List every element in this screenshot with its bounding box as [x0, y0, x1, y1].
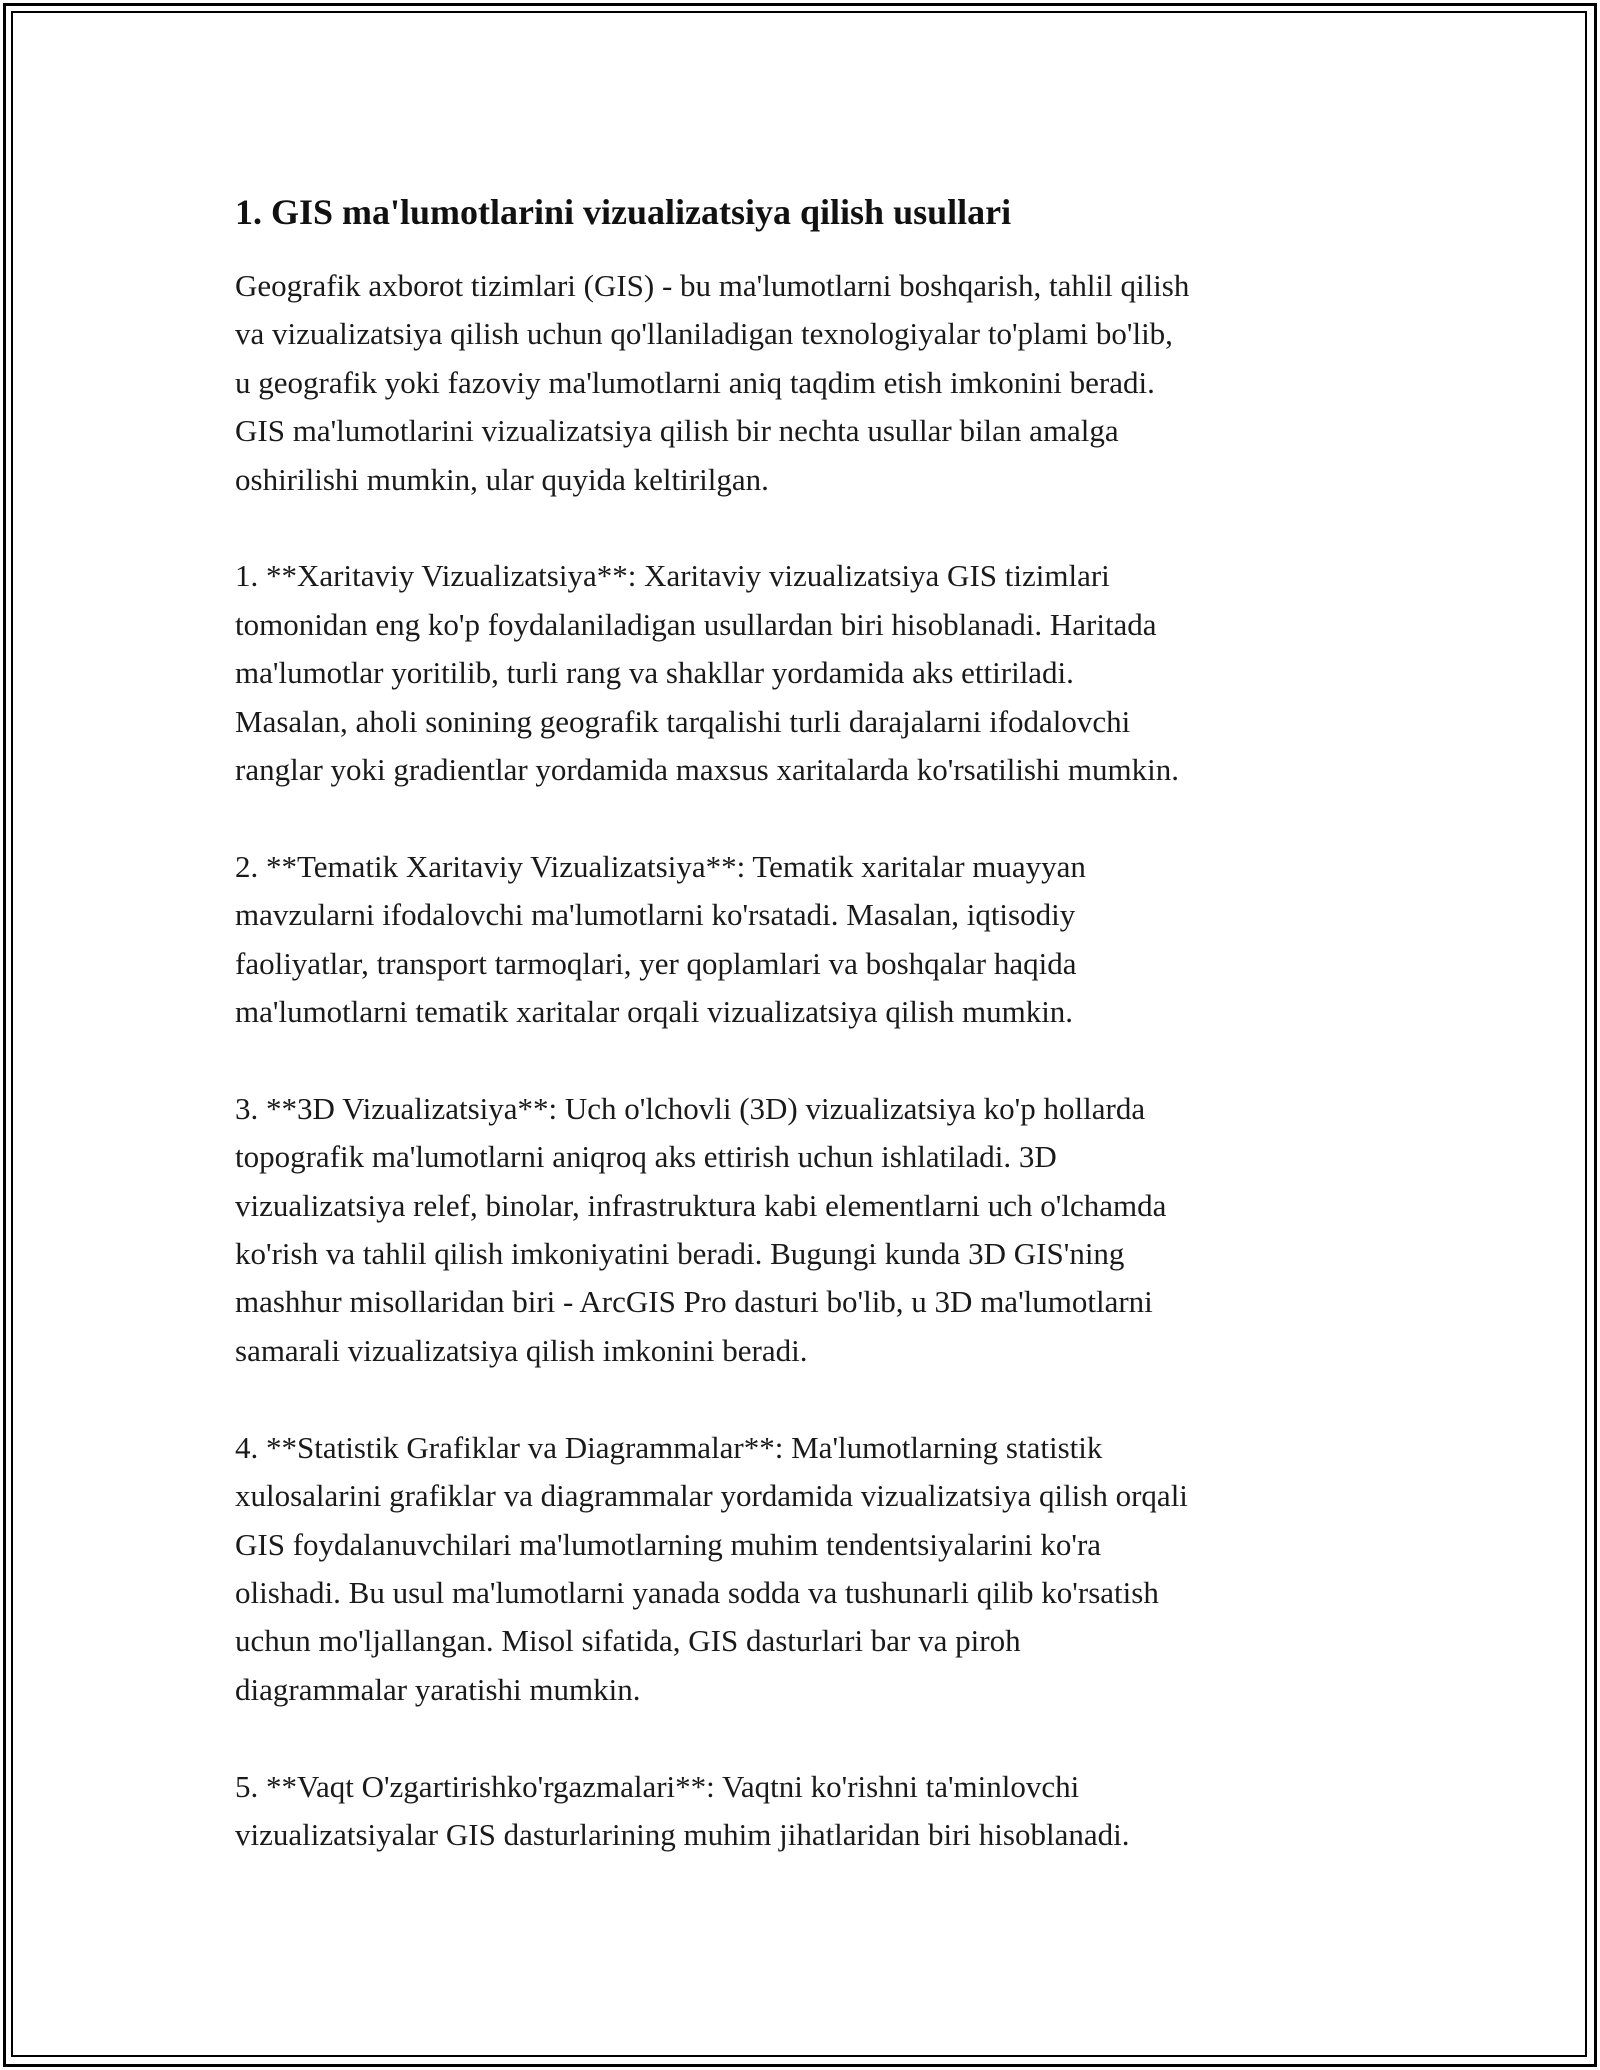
text-line: mashhur misollaridan biri - ArcGIS Pro dasturi bo'lib, u 3D ma'lumotlarni [235, 1284, 1153, 1320]
paragraph-item-1 [235, 552, 1375, 794]
text-line: faoliyatlar, transport tarmoqlari, yer qoplamlari va boshqalar haqida [235, 945, 1077, 981]
text-line: 2. **Tematik Xaritaviy Vizualizatsiya**: Tematik xaritalar muayyan [235, 848, 1086, 884]
text-line: 1. **Xaritaviy Vizualizatsiya**: Xaritaviy vizualizatsiya GIS tizimlari [235, 558, 1110, 594]
paragraph-intro [235, 262, 1375, 504]
text-line: va vizualizatsiya qilish uchun qo'llaniladigan texnologiyalar to'plami bo'lib, [235, 316, 1173, 352]
document-body [235, 188, 1375, 1908]
text-line: vizualizatsiyalar GIS dasturlarining muhim jihatlaridan biri hisoblanadi. [235, 1816, 1130, 1852]
text-line: ma'lumotlarni tematik xaritalar orqali vizualizatsiya qilish mumkin. [235, 994, 1074, 1030]
text-line: GIS ma'lumotlarini vizualizatsiya qilish bir nechta usullar bilan amalga [235, 413, 1119, 449]
text-line: vizualizatsiya relef, binolar, infrastruktura kabi elementlarni uch o'lchamda [235, 1187, 1167, 1223]
paragraph-item-5 [235, 1763, 1375, 1860]
paragraph-item-4 [235, 1424, 1375, 1714]
text-line: uchun mo'ljallangan. Misol sifatida, GIS dasturlari bar va piroh [235, 1623, 1021, 1659]
text-line: Masalan, aholi sonining geografik tarqalishi turli darajalarni ifodalovchi [235, 703, 1131, 739]
text-line: u geografik yoki fazoviy ma'lumotlarni aniq taqdim etish imkonini beradi. [235, 364, 1155, 400]
text-line: topografik ma'lumotlarni aniqroq aks ettirish uchun ishlatiladi. 3D [235, 1139, 1057, 1175]
text-line: diagrammalar yaratishi mumkin. [235, 1671, 641, 1707]
text-line: ma'lumotlar yoritilib, turli rang va shakllar yordamida aks ettiriladi. [235, 655, 1074, 691]
text-line: samarali vizualizatsiya qilish imkonini beradi. [235, 1332, 808, 1368]
text-line: tomonidan eng ko'p foydalaniladigan usullardan biri hisoblanadi. Haritada [235, 606, 1157, 642]
text-line: 3. **3D Vizualizatsiya**: Uch o'lchovli (3D) vizualizatsiya ko'p hollarda [235, 1090, 1146, 1126]
text-line: mavzularni ifodalovchi ma'lumotlarni ko'rsatadi. Masalan, iqtisodiy [235, 897, 1076, 933]
text-line: Geografik axborot tizimlari (GIS) - bu ma'lumotlarni boshqarish, tahlil qilish [235, 268, 1190, 303]
text-line: 4. **Statistik Grafiklar va Diagrammalar**: Ma'lumotlarning statistik [235, 1429, 1103, 1465]
text-line: olishadi. Bu usul ma'lumotlarni yanada sodda va tushunarli qilib ko'rsatish [235, 1574, 1159, 1610]
text-line: oshirilishi mumkin, ular quyida keltirilgan. [235, 461, 769, 497]
document-title: 1. GIS ma'lumotlarini vizualizatsiya qilish usullari [235, 192, 1012, 232]
paragraph-item-2 [235, 843, 1375, 1037]
text-line: ko'rish va tahlil qilish imkoniyatini beradi. Bugungi kunda 3D GIS'ning [235, 1236, 1125, 1272]
paragraph-item-3 [235, 1085, 1375, 1375]
text-line: 5. **Vaqt O'zgartirishko'rgazmalari**: Vaqtni ko'rishni ta'minlovchi [235, 1768, 1080, 1804]
text-line: xulosalarini grafiklar va diagrammalar yordamida vizualizatsiya qilish orqali [235, 1478, 1188, 1514]
text-line: ranglar yoki gradientlar yordamida maxsus xaritalarda ko'rsatilishi mumkin. [235, 752, 1179, 788]
text-line: GIS foydalanuvchilari ma'lumotlarning muhim tendentsiyalarini ko'ra [235, 1526, 1102, 1562]
